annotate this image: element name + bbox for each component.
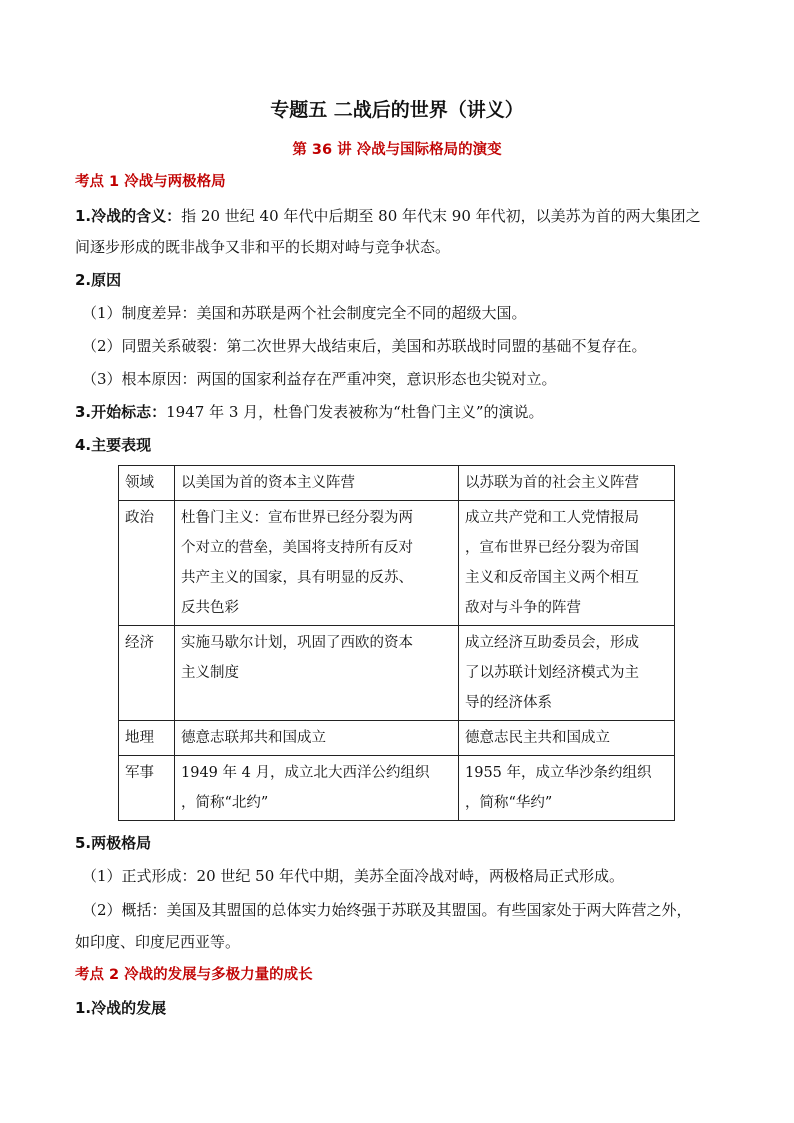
table-cell-us xyxy=(175,626,459,721)
table-cell-line: ，简称“华约” xyxy=(465,795,553,811)
lecture-subtitle: 第 36 讲 冷战与国际格局的演变 xyxy=(292,142,502,158)
document-title: 专题五 二战后的世界（讲义） xyxy=(270,99,524,121)
table-row xyxy=(119,501,675,626)
cause-item-3: （3）根本原因：两国的国家利益存在严重冲突，意识形态也尖锐对立。 xyxy=(82,370,557,388)
definition-paragraph xyxy=(75,206,725,226)
table-cell-field: 政治 xyxy=(119,501,175,626)
table-cell-line: ，简称“北约” xyxy=(181,795,269,811)
table-cell-line: 主义和反帝国主义两个相互 xyxy=(465,570,639,586)
table-cell-line: 个对立的营垒，美国将支持所有反对 xyxy=(181,540,413,556)
table-cell-ussr xyxy=(459,501,675,626)
table-row xyxy=(119,626,675,721)
table-cell-line: 成立经济互助委员会，形成 xyxy=(465,635,639,651)
table-cell-line: 实施马歇尔计划，巩固了西欧的资本 xyxy=(181,635,413,651)
table-cell-field: 军事 xyxy=(119,756,175,821)
table-header-cell: 以苏联为首的社会主义阵营 xyxy=(459,466,675,501)
table-cell-ussr xyxy=(459,626,675,721)
start-sign-paragraph xyxy=(75,402,725,422)
table-cell-line: 杜鲁门主义：宣布世界已经分裂为两 xyxy=(181,510,413,526)
table-cell-line: 1955 年，成立华沙条约组织 xyxy=(465,765,652,781)
table-cell-us xyxy=(175,756,459,821)
section-heading-2: 考点 2 冷战的发展与多极力量的成长 xyxy=(75,967,313,983)
cause-item-1: （1）制度差异：美国和苏联是两个社会制度完全不同的超级大国。 xyxy=(82,304,527,322)
table-cell-line: 敌对与斗争的阵营 xyxy=(465,600,581,616)
table-cell-line: 成立共产党和工人党情报局 xyxy=(465,510,639,526)
definition-label: 1.冷战的含义： xyxy=(75,207,182,225)
bipolar-heading: 5.两极格局 xyxy=(75,834,152,852)
causes-heading: 2.原因 xyxy=(75,271,122,289)
comparison-table xyxy=(118,465,675,821)
bipolar-item-2-line1: （2）概括：美国及其盟国的总体实力始终强于苏联及其盟国。有些国家处于两大阵营之外， xyxy=(82,901,692,919)
cold-war-development-heading: 1.冷战的发展 xyxy=(75,999,167,1017)
table-cell-line: 共产主义的国家，具有明显的反苏、 xyxy=(181,570,413,586)
bipolar-item-1: （1）正式形成：20 世纪 50 年代中期，美苏全面冷战对峙，两极格局正式形成。 xyxy=(82,867,625,885)
table-cell-line: 反共色彩 xyxy=(181,600,239,616)
table-cell-ussr xyxy=(459,756,675,821)
table-cell-line: 了以苏联计划经济模式为主 xyxy=(465,665,639,681)
table-cell-line: ，宣布世界已经分裂为帝国 xyxy=(465,540,639,556)
section-heading-1: 考点 1 冷战与两极格局 xyxy=(75,174,226,190)
table-row xyxy=(119,721,675,756)
table-header-cell: 以美国为首的资本主义阵营 xyxy=(175,466,459,501)
table-cell-field: 经济 xyxy=(119,626,175,721)
table-cell-us xyxy=(175,721,459,756)
table-cell-field: 地理 xyxy=(119,721,175,756)
table-cell-line: 主义制度 xyxy=(181,665,239,681)
table-header-row xyxy=(119,466,675,501)
table-cell-line: 1949 年 4 月，成立北大西洋公约组织 xyxy=(181,765,430,781)
cause-item-2: （2）同盟关系破裂：第二次世界大战结束后，美国和苏联战时同盟的基础不复存在。 xyxy=(82,337,647,355)
start-sign-label: 3.开始标志： xyxy=(75,403,167,421)
table-cell-ussr xyxy=(459,721,675,756)
start-sign-text: 1947 年 3 月，杜鲁门发表被称为“杜鲁门主义”的演说。 xyxy=(166,403,544,421)
table-cell-line: 德意志民主共和国成立 xyxy=(465,730,610,746)
table-cell-line: 导的经济体系 xyxy=(465,695,552,711)
definition-text-line2: 间逐步形成的既非战争又非和平的长期对峙与竞争状态。 xyxy=(75,238,451,256)
table-row xyxy=(119,756,675,821)
manifestations-heading: 4.主要表现 xyxy=(75,436,152,454)
table-cell-us xyxy=(175,501,459,626)
table-cell-line: 德意志联邦共和国成立 xyxy=(181,730,326,746)
bipolar-item-2-line2: 如印度、印度尼西亚等。 xyxy=(75,933,241,951)
definition-text-line1: 指 20 世纪 40 年代中后期至 80 年代末 90 年代初，以美苏为首的两大集团之 xyxy=(181,207,701,225)
table-header-cell: 领域 xyxy=(119,466,175,501)
